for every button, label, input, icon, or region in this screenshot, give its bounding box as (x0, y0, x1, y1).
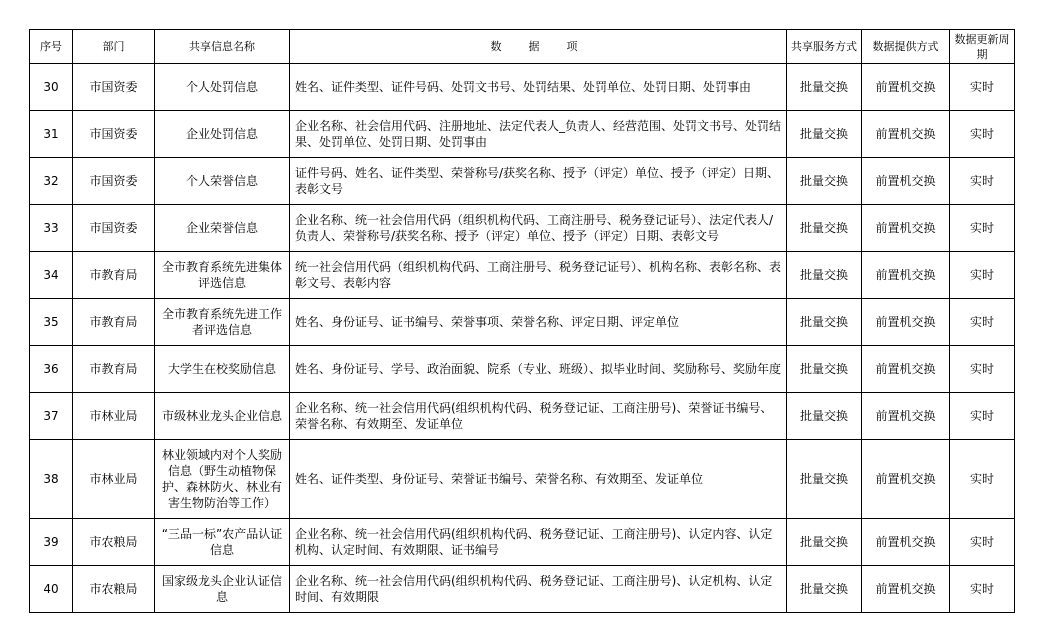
cell-dept: 市国资委 (73, 111, 155, 158)
table-row (30, 205, 1015, 252)
cell-dept: 市国资委 (73, 158, 155, 205)
cell-cycle: 实时 (950, 158, 1015, 205)
cell-provide: 前置机交换 (862, 393, 950, 440)
table-row (30, 519, 1015, 566)
cell-name: 企业处罚信息 (155, 111, 290, 158)
cell-dept: 市农粮局 (73, 519, 155, 566)
cell-dept: 市国资委 (73, 64, 155, 111)
cell-service: 批量交换 (787, 519, 862, 566)
cell-service: 批量交换 (787, 440, 862, 519)
cell-service: 批量交换 (787, 346, 862, 393)
cell-items: 企业名称、社会信用代码、注册地址、法定代表人_负责人、经营范围、处罚文书号、处罚结果、处罚单位、处罚日期、处罚事由 (290, 111, 787, 158)
cell-cycle: 实时 (950, 393, 1015, 440)
cell-name: 个人处罚信息 (155, 64, 290, 111)
cell-name: 个人荣誉信息 (155, 158, 290, 205)
cell-seq: 36 (30, 346, 73, 393)
cell-name: “三品一标”农产品认证信息 (155, 519, 290, 566)
cell-service: 批量交换 (787, 393, 862, 440)
cell-cycle: 实时 (950, 566, 1015, 613)
cell-provide: 前置机交换 (862, 158, 950, 205)
cell-seq: 37 (30, 393, 73, 440)
cell-items: 统一社会信用代码（组织机构代码、工商注册号、税务登记证号）、机构名称、表彰名称、表彰文号、表彰内容 (290, 252, 787, 299)
table-row (30, 252, 1015, 299)
cell-provide: 前置机交换 (862, 111, 950, 158)
cell-provide: 前置机交换 (862, 64, 950, 111)
table-row (30, 346, 1015, 393)
cell-name: 企业荣誉信息 (155, 205, 290, 252)
cell-dept: 市教育局 (73, 252, 155, 299)
cell-seq: 34 (30, 252, 73, 299)
cell-seq: 32 (30, 158, 73, 205)
cell-items: 姓名、证件类型、证件号码、处罚文书号、处罚结果、处罚单位、处罚日期、处罚事由 (290, 64, 787, 111)
cell-provide: 前置机交换 (862, 205, 950, 252)
cell-provide: 前置机交换 (862, 566, 950, 613)
cell-seq: 40 (30, 566, 73, 613)
cell-service: 批量交换 (787, 566, 862, 613)
cell-name: 市级林业龙头企业信息 (155, 393, 290, 440)
header-service: 共享服务方式 (787, 30, 862, 64)
cell-dept: 市林业局 (73, 440, 155, 519)
table-row (30, 566, 1015, 613)
cell-service: 批量交换 (787, 205, 862, 252)
cell-service: 批量交换 (787, 252, 862, 299)
cell-provide: 前置机交换 (862, 346, 950, 393)
cell-seq: 30 (30, 64, 73, 111)
table-row (30, 393, 1015, 440)
header-row (30, 30, 1015, 64)
cell-items: 姓名、身份证号、学号、政治面貌、院系（专业、班级）、拟毕业时间、奖励称号、奖励年度 (290, 346, 787, 393)
cell-dept: 市林业局 (73, 393, 155, 440)
table-row (30, 440, 1015, 519)
cell-name: 国家级龙头企业认证信息 (155, 566, 290, 613)
cell-provide: 前置机交换 (862, 252, 950, 299)
header-provide: 数据提供方式 (862, 30, 950, 64)
cell-cycle: 实时 (950, 346, 1015, 393)
cell-name: 全市教育系统先进集体评选信息 (155, 252, 290, 299)
cell-dept: 市国资委 (73, 205, 155, 252)
cell-name: 林业领域内对个人奖励信息（野生动植物保护、森林防火、林业有害生物防治等工作） (155, 440, 290, 519)
table-row (30, 111, 1015, 158)
cell-items: 企业名称、统一社会信用代码(组织机构代码、税务登记证、工商注册号)、认定机构、认定时间、有效期限 (290, 566, 787, 613)
header-cycle: 数据更新周期 (950, 30, 1015, 64)
cell-provide: 前置机交换 (862, 440, 950, 519)
cell-cycle: 实时 (950, 111, 1015, 158)
cell-cycle: 实时 (950, 205, 1015, 252)
data-sharing-table-container (29, 29, 1014, 613)
header-seq: 序号 (30, 30, 73, 64)
cell-items: 企业名称、统一社会信用代码(组织机构代码、税务登记证、工商注册号)、荣誉证书编号、荣誉名称、有效期至、发证单位 (290, 393, 787, 440)
cell-items: 企业名称、统一社会信用代码(组织机构代码、税务登记证、工商注册号)、认定内容、认定机构、认定时间、有效期限、证书编号 (290, 519, 787, 566)
cell-name: 大学生在校奖励信息 (155, 346, 290, 393)
cell-service: 批量交换 (787, 111, 862, 158)
cell-cycle: 实时 (950, 64, 1015, 111)
cell-name: 全市教育系统先进工作者评选信息 (155, 299, 290, 346)
cell-seq: 35 (30, 299, 73, 346)
table-row (30, 299, 1015, 346)
cell-cycle: 实时 (950, 440, 1015, 519)
header-dept: 部门 (73, 30, 155, 64)
cell-dept: 市农粮局 (73, 566, 155, 613)
cell-service: 批量交换 (787, 64, 862, 111)
header-name: 共享信息名称 (155, 30, 290, 64)
cell-items: 姓名、证件类型、身份证号、荣誉证书编号、荣誉名称、有效期至、发证单位 (290, 440, 787, 519)
cell-seq: 39 (30, 519, 73, 566)
cell-seq: 31 (30, 111, 73, 158)
cell-items: 证件号码、姓名、证件类型、荣誉称号/获奖名称、授予（评定）单位、授予（评定）日期、表彰文号 (290, 158, 787, 205)
cell-cycle: 实时 (950, 299, 1015, 346)
cell-seq: 38 (30, 440, 73, 519)
cell-dept: 市教育局 (73, 299, 155, 346)
table-row (30, 158, 1015, 205)
cell-items: 姓名、身份证号、证书编号、荣誉事项、荣誉名称、评定日期、评定单位 (290, 299, 787, 346)
cell-items: 企业名称、统一社会信用代码（组织机构代码、工商注册号、税务登记证号）、法定代表人/负责人、荣誉称号/获奖名称、授予（评定）单位、授予（评定）日期、表彰文号 (290, 205, 787, 252)
data-sharing-table (29, 29, 1015, 613)
cell-cycle: 实时 (950, 519, 1015, 566)
cell-cycle: 实时 (950, 252, 1015, 299)
table-row (30, 64, 1015, 111)
header-items: 数 据 项 (290, 30, 787, 64)
cell-seq: 33 (30, 205, 73, 252)
cell-service: 批量交换 (787, 158, 862, 205)
cell-dept: 市教育局 (73, 346, 155, 393)
cell-provide: 前置机交换 (862, 299, 950, 346)
cell-service: 批量交换 (787, 299, 862, 346)
cell-provide: 前置机交换 (862, 519, 950, 566)
